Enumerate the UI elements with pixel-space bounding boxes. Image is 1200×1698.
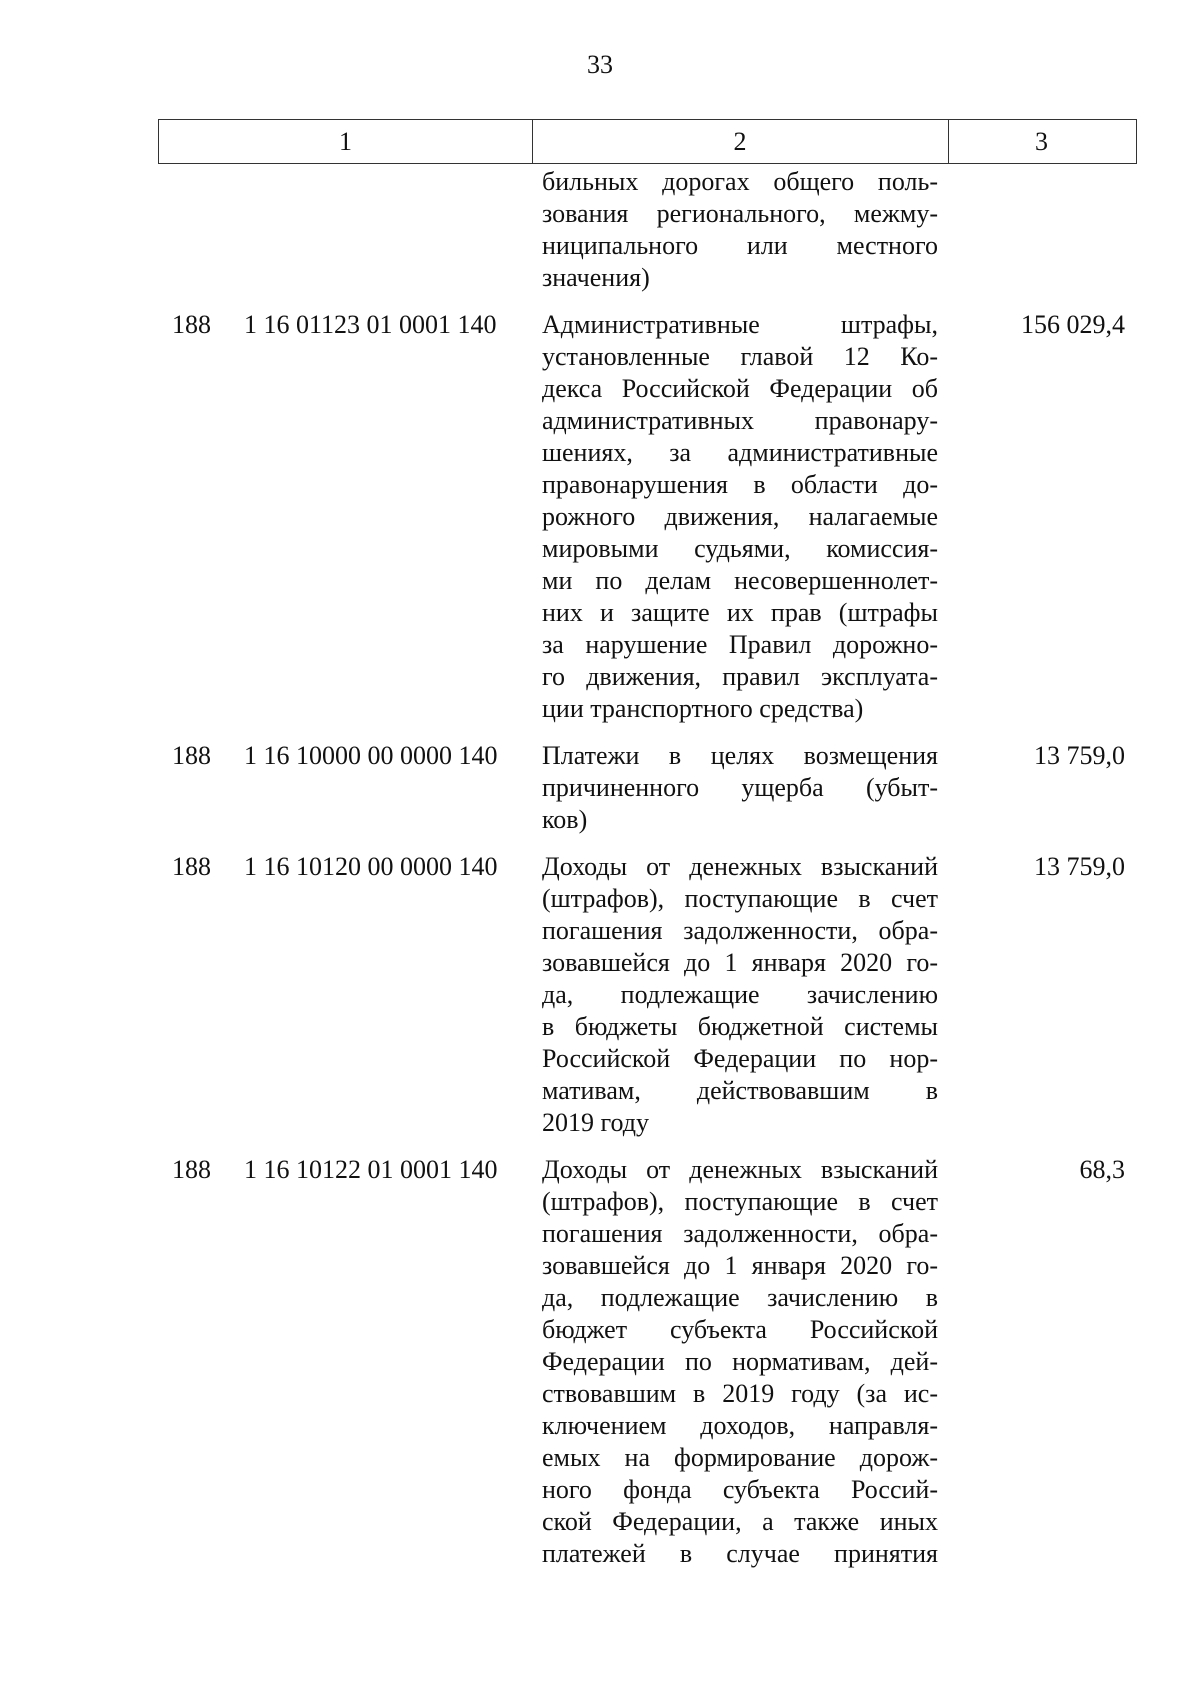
row-amount: 13 759,0: [1034, 741, 1125, 770]
row-group-code: 188: [172, 310, 211, 339]
row-group-code: 188: [172, 741, 211, 770]
continuation-line: бильных дорогах общего поль-: [542, 167, 938, 196]
row-budget-code: 1 16 10120 00 0000 140: [244, 852, 498, 881]
row-budget-code: 1 16 10122 01 0001 140: [244, 1155, 498, 1184]
row-description-line: мировыми судьями, комиссия-: [542, 534, 938, 563]
row-description-line: зовавшейся до 1 января 2020 го-: [542, 948, 938, 977]
row-description-line: го движения, правил эксплуата-: [542, 662, 938, 691]
row-description-line: причиненного ущерба (убыт-: [542, 773, 938, 802]
row-description-line: зовавшейся до 1 января 2020 го-: [542, 1251, 938, 1280]
row-description-line: Платежи в целях возмещения: [542, 741, 938, 770]
row-description-line: них и защите их прав (штрафы: [542, 598, 938, 627]
row-amount: 156 029,4: [1021, 310, 1125, 339]
row-description-line: ков): [542, 805, 588, 834]
row-budget-code: 1 16 10000 00 0000 140: [244, 741, 498, 770]
row-description-line: да, подлежащие зачислению в: [542, 1283, 938, 1312]
row-description-line: в бюджеты бюджетной системы: [542, 1012, 938, 1041]
row-description-line: за нарушение Правил дорожно-: [542, 630, 938, 659]
row-description-line: рожного движения, налагаемые: [542, 502, 938, 531]
header-col-2: 2: [532, 120, 949, 163]
row-description-line: административных правонару-: [542, 406, 938, 435]
row-description-line: ской Федерации, а также иных: [542, 1507, 938, 1536]
row-description-line: шениях, за административные: [542, 438, 938, 467]
row-description-line: ми по делам несовершеннолет-: [542, 566, 938, 595]
row-description-line: погашения задолженности, обра-: [542, 916, 938, 945]
row-description-line: декса Российской Федерации об: [542, 374, 938, 403]
row-group-code: 188: [172, 852, 211, 881]
row-description-line: да, подлежащие зачислению: [542, 980, 938, 1009]
row-description-line: правонарушения в области до-: [542, 470, 938, 499]
row-description-line: 2019 году: [542, 1108, 649, 1137]
header-col-3: 3: [1035, 126, 1048, 156]
header-col-1: 1: [159, 120, 533, 163]
row-amount: 68,3: [1079, 1155, 1125, 1184]
row-description-line: установленные главой 12 Ко-: [542, 342, 938, 371]
row-description-line: ции транспортного средства): [542, 694, 864, 723]
row-description-line: мативам, действовавшим в: [542, 1076, 938, 1105]
row-description-line: погашения задолженности, обра-: [542, 1219, 938, 1248]
row-description-line: (штрафов), поступающие в счет: [542, 884, 938, 913]
row-budget-code: 1 16 01123 01 0001 140: [244, 310, 497, 339]
row-description-line: платежей в случае принятия: [542, 1539, 938, 1568]
row-description-line: ствовавшим в 2019 году (за ис-: [542, 1379, 938, 1408]
row-description-line: бюджет субъекта Российской: [542, 1315, 938, 1344]
continuation-line: зования регионального, межму-: [542, 199, 938, 228]
row-description-line: емых на формирование дорож-: [542, 1443, 938, 1472]
row-description-line: Российской Федерации по нор-: [542, 1044, 938, 1073]
continuation-line: значения): [542, 263, 650, 292]
row-description-line: ключением доходов, направля-: [542, 1411, 938, 1440]
page-number: 33: [587, 50, 613, 79]
table-header: [158, 119, 1137, 164]
row-description-line: Доходы от денежных взысканий: [542, 1155, 938, 1184]
continuation-line: ниципального или местного: [542, 231, 938, 260]
row-amount: 13 759,0: [1034, 852, 1125, 881]
row-description-line: Федерации по нормативам, дей-: [542, 1347, 938, 1376]
row-group-code: 188: [172, 1155, 211, 1184]
row-description-line: ного фонда субъекта Россий-: [542, 1475, 938, 1504]
row-description-line: Административные штрафы,: [542, 310, 938, 339]
row-description-line: (штрафов), поступающие в счет: [542, 1187, 938, 1216]
row-description-line: Доходы от денежных взысканий: [542, 852, 938, 881]
